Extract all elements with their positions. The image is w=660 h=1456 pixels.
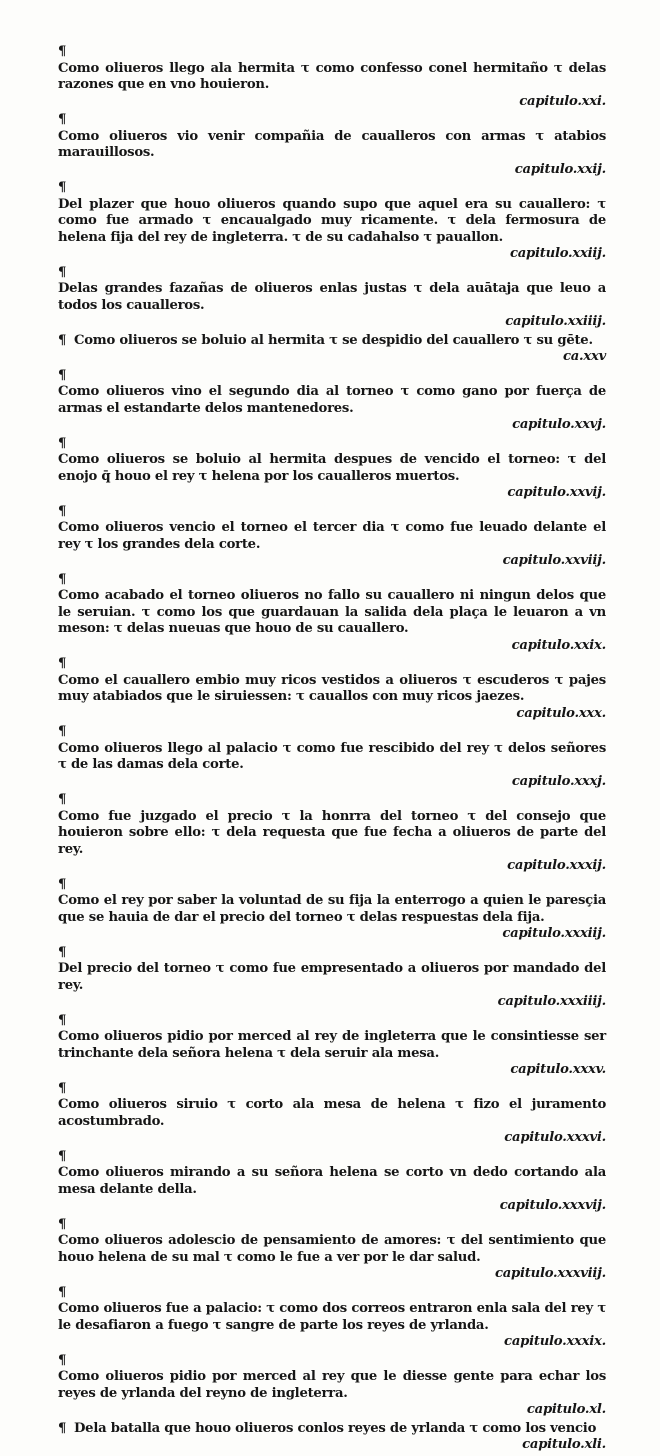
paragraph-mark-icon: ¶ — [58, 1284, 67, 1300]
paragraph-mark-icon: ¶ — [58, 435, 67, 451]
chapter-entry — [58, 368, 606, 434]
chapter-entry-text: Delas grandes fazañas de oliueros enlas justas τ dela auātaja que leuo a todos los caualleros. — [58, 281, 606, 313]
chapter-entry-text: Como oliueros vio venir compañia de caualleros con armas τ atabios marauillosos. — [58, 128, 606, 160]
chapter-entry-text: Como oliueros llego al palacio τ como fue rescibido del rey τ delos señores τ de las damas dela corte. — [58, 740, 606, 772]
chapter-entry-text: Como oliueros vencio el torneo el tercer dia τ como fue leuado delante el rey τ los grandes dela corte. — [58, 520, 606, 552]
chapter-number: capitulo.xxxv. — [510, 1062, 606, 1077]
chapter-entry — [58, 44, 606, 110]
chapter-entry — [58, 1081, 606, 1147]
paragraph-mark-icon: ¶ — [58, 1080, 67, 1096]
chapter-entry-text: Como oliueros pidio por merced al rey de ingleterra que le consintiesse ser trinchante dela señora helena τ dela seruir ala mesa. — [58, 1029, 606, 1061]
chapter-entry — [58, 724, 606, 790]
chapter-number: capitulo.xxx. — [516, 705, 606, 721]
chapter-entry-text: Como fue juzgado el precio τ la honrra del torneo τ del consejo que houieron sobre ello: τ dela requesta que fue fecha a oliueros de parte del rey. — [58, 808, 606, 857]
chapter-number: capitulo.xxvj. — [512, 417, 606, 432]
chapter-entry-text: Como el rey por saber la voluntad de su fija la enterrogo a quien le paresçia que se hauia de dar el precio del torneo τ delas respuestas dela fija. — [58, 893, 606, 925]
paragraph-mark-icon: ¶ — [58, 264, 67, 280]
chapter-entry-text: Como oliueros siruio τ corto ala mesa de helena τ fizo el juramento acostumbrado. — [58, 1097, 606, 1129]
chapter-entry — [58, 265, 606, 331]
chapter-entry — [58, 504, 606, 570]
chapter-entry-text: Como oliueros mirando a su señora helena se corto vn dedo cortando ala mesa delante della. — [58, 1165, 606, 1197]
chapter-number: capitulo.xxxiiij. — [497, 994, 606, 1009]
chapter-number: capitulo.xxxiij. — [502, 926, 606, 941]
chapter-entry — [58, 945, 606, 1011]
chapter-list — [58, 44, 606, 1456]
chapter-number: capitulo.xxiij. — [509, 246, 606, 261]
chapter-entry — [58, 1013, 606, 1079]
paragraph-mark-icon: ¶ — [58, 503, 67, 519]
chapter-number: capitulo.xxxij. — [507, 858, 606, 873]
chapter-entry — [58, 1421, 606, 1454]
chapter-entry-text: Dela batalla que houo oliueros conlos reyes de yrlanda τ como los vencio — [74, 1420, 597, 1436]
chapter-number: capitulo.xxiiij. — [505, 314, 606, 329]
chapter-entry-text: Como oliueros se boluio al hermita despues de vencido el torneo: τ del enojo q̄ houo el rey τ helena por los caualleros muertos. — [58, 452, 606, 484]
chapter-entry-text: Como el cauallero embio muy ricos vestidos a oliueros τ escuderos τ pajes muy atabiados que le siruiessen: τ cauallos con muy ricos jaezes. — [58, 672, 606, 704]
chapter-number: capitulo.xxxix. — [504, 1334, 606, 1349]
chapter-entry-text: Como acabado el torneo oliueros no fallo su cauallero ni ningun delos que le seruian. τ como los que guardauan la salida dela plaça le leuaron a vn meson: τ delas nueuas que houo de su cauallero. — [58, 588, 606, 636]
chapter-number: capitulo.xxxvi. — [504, 1130, 606, 1145]
chapter-entry — [58, 792, 606, 875]
paragraph-mark-icon: ¶ — [58, 44, 67, 59]
chapter-entry-text: Como oliueros vino el segundo dia al torneo τ como gano por fuerça de armas el estandarte delos mantenedores. — [58, 384, 606, 416]
chapter-number: capitulo.xli. — [522, 1437, 606, 1452]
chapter-entry-text: Como oliueros adolescio de pensamiento de amores: τ del sentimiento que houo helena de su mal τ como le fue a ver por le dar salud. — [58, 1233, 606, 1265]
chapter-entry — [58, 1149, 606, 1215]
chapter-number: capitulo.xxxvij. — [499, 1198, 606, 1213]
chapter-number: capitulo.xxvij. — [507, 485, 606, 500]
chapter-entry — [58, 333, 606, 366]
paragraph-mark-icon: ¶ — [58, 656, 67, 671]
chapter-number: capitulo.xl. — [526, 1402, 606, 1417]
chapter-entry-text: Como oliueros llego ala hermita τ como confesso conel hermitaño τ delas razones que en vno houieron. — [58, 60, 606, 92]
chapter-entry — [58, 112, 606, 178]
chapter-number: capitulo.xxij. — [514, 161, 606, 177]
chapter-number: capitulo.xxxj. — [511, 773, 606, 789]
paragraph-mark-icon: ¶ — [58, 876, 67, 892]
paragraph-mark-icon: ¶ — [58, 332, 67, 348]
chapter-entry-text: Del plazer que houo oliueros quando supo que aquel era su cauallero: τ como fue armado τ encaualgado muy ricamente. τ dela fermosura de helena fija del rey de ingleterra. τ de su cadahalso τ pauallon. — [58, 196, 606, 245]
chapter-entry-text: Como oliueros se boluio al hermita τ se despidio del cauallero τ su gēte. — [74, 332, 593, 348]
paragraph-mark-icon: ¶ — [58, 1012, 67, 1028]
paragraph-mark-icon: ¶ — [58, 1352, 67, 1368]
chapter-number: capitulo.xxix. — [511, 637, 606, 653]
paragraph-mark-icon: ¶ — [58, 724, 67, 739]
chapter-number: capitulo.xxviij. — [502, 553, 606, 568]
chapter-entry — [58, 572, 606, 655]
chapter-entry — [58, 1353, 606, 1419]
chapter-number: capitulo.xxxviij. — [494, 1266, 606, 1281]
paragraph-mark-icon: ¶ — [58, 112, 67, 127]
chapter-entry — [58, 656, 606, 722]
chapter-number: capitulo.xxi. — [519, 93, 606, 109]
chapter-entry-text: Como oliueros fue a palacio: τ como dos correos entraron enla sala del rey τ le desafiaron a fuego τ sangre de parte los reyes de yrlanda. — [58, 1301, 606, 1333]
chapter-entry — [58, 1217, 606, 1283]
paragraph-mark-icon: ¶ — [58, 367, 67, 383]
chapter-entry-text: Como oliueros pidio por merced al rey que le diesse gente para echar los reyes de yrlanda del reyno de ingleterra. — [58, 1369, 606, 1401]
chapter-entry — [58, 436, 606, 502]
chapter-entry — [58, 1285, 606, 1351]
paragraph-mark-icon: ¶ — [58, 180, 67, 195]
paragraph-mark-icon: ¶ — [58, 1216, 67, 1232]
paragraph-mark-icon: ¶ — [58, 1148, 67, 1164]
chapter-entry — [58, 877, 606, 943]
paragraph-mark-icon: ¶ — [58, 792, 67, 807]
chapter-entry — [58, 180, 606, 263]
chapter-entry-text: Del precio del torneo τ como fue empresentado a oliueros por mandado del rey. — [58, 961, 606, 993]
chapter-number: ca.xxv — [562, 349, 606, 364]
paragraph-mark-icon: ¶ — [58, 944, 67, 960]
paragraph-mark-icon: ¶ — [58, 1420, 67, 1436]
paragraph-mark-icon: ¶ — [58, 571, 67, 587]
